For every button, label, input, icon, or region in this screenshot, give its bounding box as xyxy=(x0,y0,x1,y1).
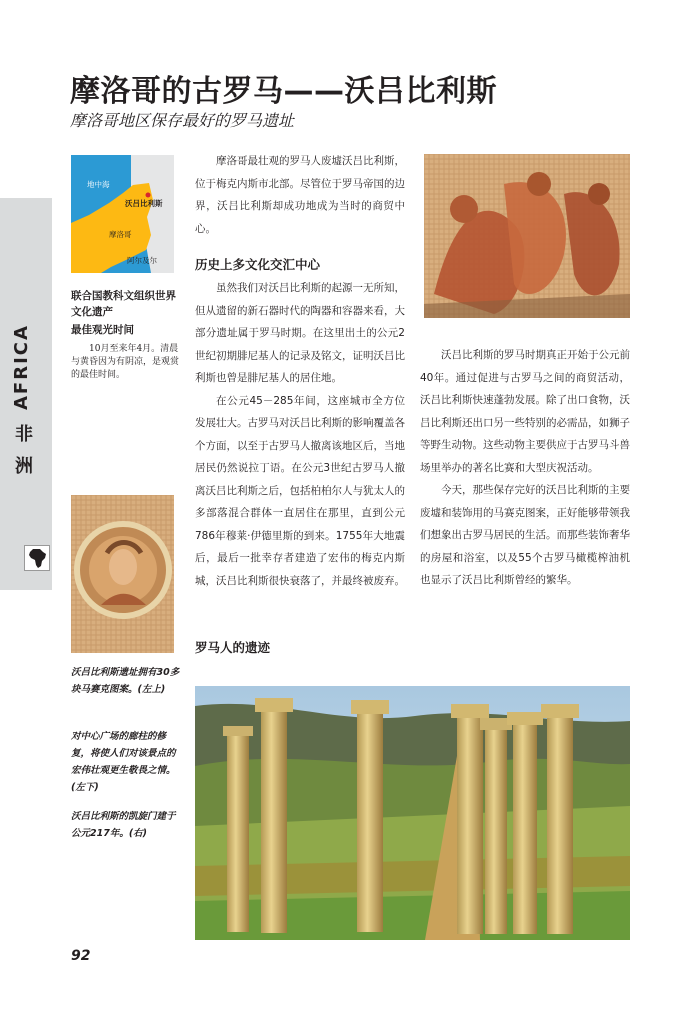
map-label-country: 摩洛哥 xyxy=(109,230,132,239)
page-subtitle: 摩洛哥地区保存最好的罗马遗址 xyxy=(70,111,295,130)
mosaic-image-top xyxy=(424,154,630,318)
intro-paragraph: 摩洛哥最壮观的罗马人废墟沃吕比利斯，位于梅克内斯市北部。尽管位于罗马帝国的边界，沃吕比利斯却成功地成为当时的商贸中心。 xyxy=(195,155,405,235)
region-label-zh-2: 洲 xyxy=(15,456,33,477)
page-title: 摩洛哥的古罗马——沃吕比利斯 xyxy=(70,74,497,109)
page-number: 92 xyxy=(71,948,91,964)
columns-photo xyxy=(195,686,630,940)
caption-right: 沃吕比利斯的凯旋门建于公元217年。(右) xyxy=(71,811,176,839)
column-two-text xyxy=(420,344,630,592)
location-map xyxy=(71,155,174,273)
section-heading-history: 历史上多文化交汇中心 xyxy=(195,257,321,272)
history-section xyxy=(195,277,405,592)
map-label-site: 沃吕比利斯 xyxy=(125,199,163,208)
section-heading-remains: 罗马人的遗迹 xyxy=(195,640,271,655)
region-label-zh-1: 非 xyxy=(15,424,33,445)
caption-bottom-left: 对中心广场的廊柱的修复，将使人们对该景点的宏伟壮观更生敬畏之情。(左下) xyxy=(71,731,176,793)
map-label-sea: 地中海 xyxy=(87,180,110,189)
region-label-en: AFRICA xyxy=(11,324,32,410)
best-time-title: 最佳观光时间 xyxy=(71,324,134,336)
map-label-neighbor: 阿尔及尔 xyxy=(127,256,157,265)
history-paragraph-2: 在公元45－285年间，这座城市全方位发展壮大。古罗马对沃吕比利斯的影响覆盖各个方面，以至于古罗马人撤离该地区后，当地居民仍然说拉丁语。在公元3世纪古罗马人撤离沃吕比利斯之后，包括柏柏尔人与犹太人的多部落混合群体一直居住在那里，直到公元786年穆莱·伊德里斯的到来。1755年大地震后，最后一批幸存者建造了宏伟的梅克内斯城，沃吕比利斯很快衰落了，并最终被废弃。 xyxy=(195,394,405,587)
roman-period-paragraph: 沃吕比利斯的罗马时期真正开始于公元前40年。通过促进与古罗马之间的商贸活动，沃吕比利斯快速蓬勃发展。除了出口食物，沃吕比利斯还出口另一些特别的必需品，如狮子等野生动物。这些动物主要供应于古罗马斗兽场里举办的著名比赛和大型庆祝活动。 xyxy=(420,349,630,474)
caption-top-left: 沃吕比利斯遗址拥有30多块马赛克图案。(左上) xyxy=(71,667,180,695)
mosaic-image-left xyxy=(71,495,174,653)
history-paragraph-1: 虽然我们对沃吕比利斯的起源一无所知，但从遗留的新石器时代的陶器和容器来看，大部分遗址属于罗马时期。在这里出土的公元2世纪初期腓尼基人的记录及铭文，证明沃吕比利斯也曾是腓尼基人的居住地。 xyxy=(195,282,405,384)
best-time-text: 10月至来年4月。清晨与黄昏因为有阴凉，是观赏的最佳时间。 xyxy=(71,344,180,380)
map-site-marker xyxy=(146,193,151,198)
article-intro xyxy=(195,150,405,240)
heritage-label: 联合国教科文组织世界文化遗产 xyxy=(71,290,176,318)
africa-continent-icon xyxy=(24,545,50,571)
today-paragraph: 今天，那些保存完好的沃吕比利斯的主要废墟和装饰用的马赛克图案，正好能够带领我们想象出古罗马居民的生活。而那些装饰奢华的房屋和浴室，以及55个古罗马橄榄榨油机也显示了沃吕比利斯曾经的繁华。 xyxy=(420,484,630,586)
